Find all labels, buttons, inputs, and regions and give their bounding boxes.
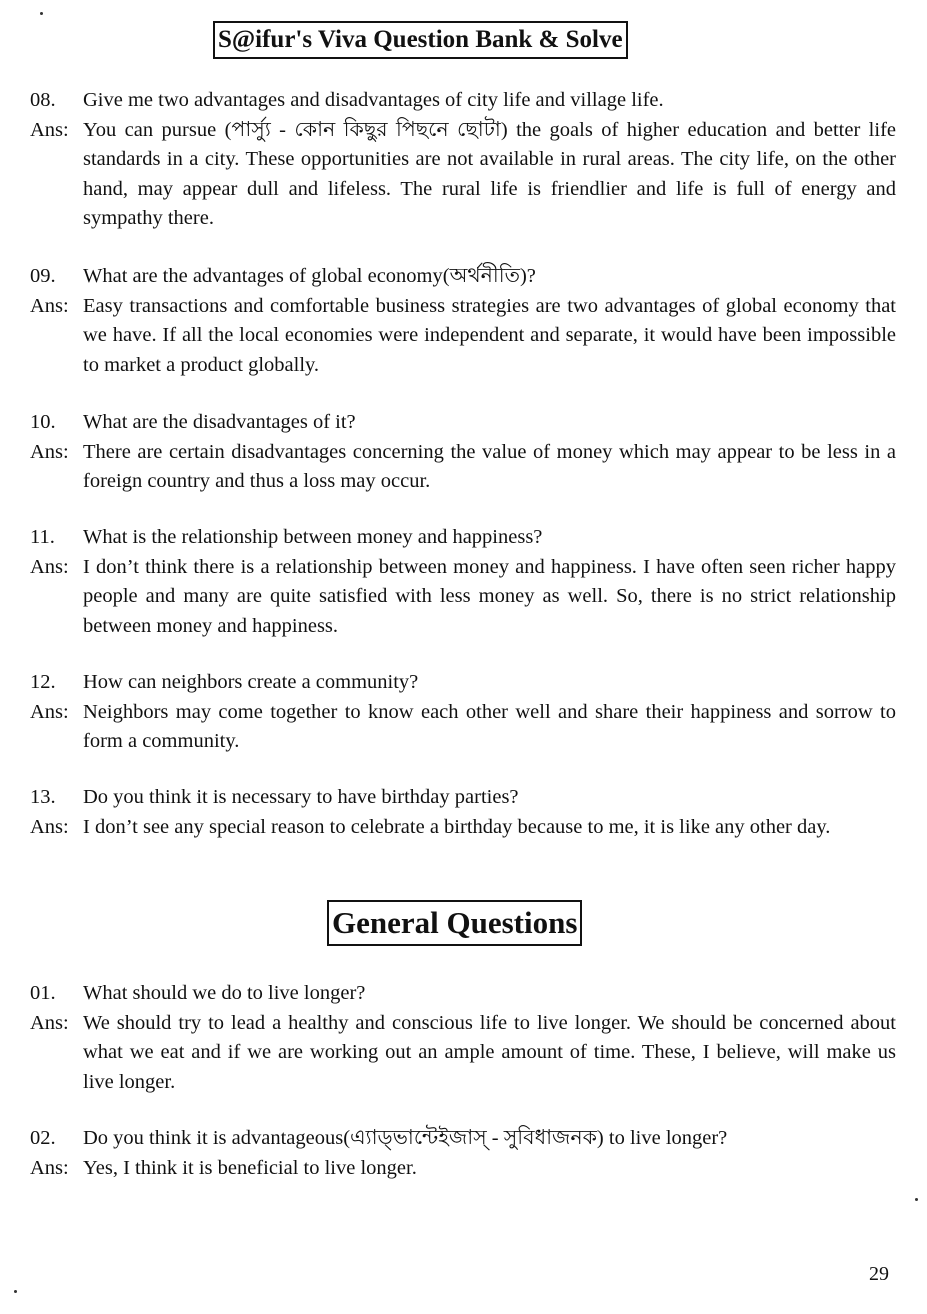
question-number: 12.: [30, 671, 56, 693]
scan-speck: [40, 12, 43, 15]
answer-text: I don’t think there is a relationship between money and happiness. I have often seen richer happy people and many are quite satisfied with less money as well. So, there is no strict relationship between money and happiness.: [83, 555, 896, 637]
qa-item: [30, 783, 896, 842]
question-text: What are the disadvantages of it?: [83, 411, 356, 433]
answer-label: Ans:: [30, 700, 69, 723]
question-number: 11.: [30, 526, 55, 548]
answer-text: Easy transactions and comfortable business strategies are two advantages of global economy that we have. If all the local economies were independent and separate, it would have been impossible to market a product globally.: [83, 294, 896, 376]
page-header-title: S@ifur's Viva Question Bank & Solve: [213, 21, 628, 59]
answer-label: Ans:: [30, 294, 69, 317]
answer-text: You can pursue (পার্স্যু - কোন কিছুর পিছনে ছোটা) the goals of higher education and better life standards in a city. These opportunities are not available in rural areas. The city life, on the other hand, may appear dull and lifeless. The rural life is friendlier and life is full of energy and sympathy there.: [83, 118, 896, 229]
answer-text: I don’t see any special reason to celebrate a birthday because to me, it is like any other day.: [83, 815, 831, 838]
question-text: What should we do to live longer?: [83, 982, 366, 1004]
question-text: Give me two advantages and disadvantages of city life and village life.: [83, 89, 664, 111]
question-text: Do you think it is necessary to have birthday parties?: [83, 786, 519, 808]
question-number: 10.: [30, 411, 56, 433]
question-text: What are the advantages of global economy(অর্থনীতি)?: [83, 265, 536, 287]
answer-text: Neighbors may come together to know each other well and share their happiness and sorrow to form a community.: [83, 700, 896, 752]
answer-label: Ans:: [30, 118, 69, 141]
qa-item: [30, 1124, 896, 1183]
question-text: What is the relationship between money and happiness?: [83, 526, 543, 548]
question-number: 08.: [30, 89, 56, 111]
question-text: Do you think it is advantageous(এ্যাড্ভান্টেইজাস্ - সুবিধাজনক) to live longer?: [83, 1127, 728, 1149]
question-number: 09.: [30, 265, 56, 287]
question-number: 13.: [30, 786, 56, 808]
answer-text: Yes, I think it is beneficial to live longer.: [83, 1156, 417, 1179]
question-number: 02.: [30, 1127, 56, 1149]
scan-speck: [14, 1290, 17, 1293]
answer-text: We should try to lead a healthy and conscious life to live longer. We should be concerned about what we eat and if we are working out an ample amount of time. These, I believe, will make us live longer.: [83, 1011, 896, 1093]
qa-item: [30, 523, 896, 641]
answer-label: Ans:: [30, 1011, 69, 1034]
question-text: How can neighbors create a community?: [83, 671, 419, 693]
answer-label: Ans:: [30, 1156, 69, 1179]
qa-item: [30, 668, 896, 757]
qa-item: [30, 86, 896, 234]
qa-item: [30, 262, 896, 380]
scan-speck: [915, 1198, 918, 1201]
question-number: 01.: [30, 982, 56, 1004]
answer-text: There are certain disadvantages concerning the value of money which may appear to be less in a foreign country and thus a loss may occur.: [83, 440, 896, 492]
qa-item: [30, 979, 896, 1097]
section-heading: General Questions: [327, 900, 582, 946]
answer-label: Ans:: [30, 555, 69, 578]
answer-label: Ans:: [30, 815, 69, 838]
answer-label: Ans:: [30, 440, 69, 463]
qa-item: [30, 408, 896, 497]
page-number: 29: [869, 1263, 889, 1285]
